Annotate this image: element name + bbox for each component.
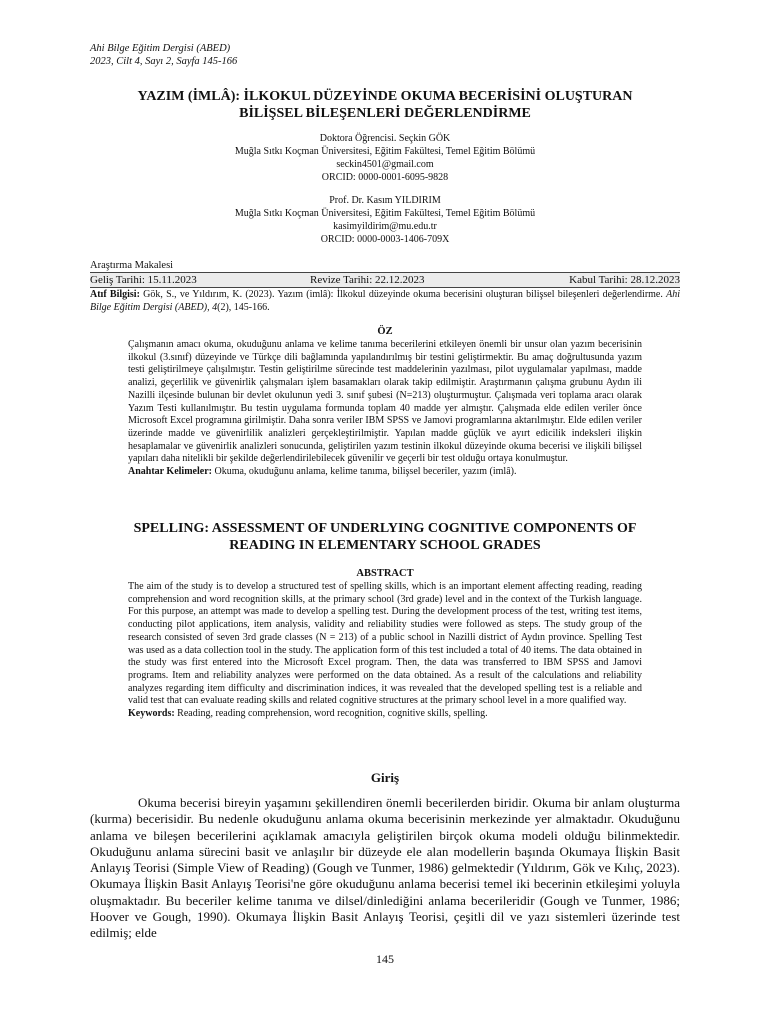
oz-text: Çalışmanın amacı okuma, okuduğunu anlama ve kelime tanıma becerilerini etkileyen önemli bir unsur olan yazım becerisinin ilkokul (3.sınıf) düzeyinde ve Türkçe dili bağlamında yapılandırılmış bir testini geliştirmektir. Bu amaç doğrultusunda yazım testi geliştirilmeye çalışılmıştır. Testin geliştirilme sürecinde test maddelerinin yazılması, pilot uygulamalar yapılması, madde analizi, geçerlilik ve güvenirlik çalışmaları işlem basamakları olarak takip edilmiştir. Araştırmanın çalışma grubunu Aydın ili Nazilli ilçesinde bulunan bir devlet okulunun yedi 3. sınıf şubesi (N=213) oluşturmuştur. Çalışmada veri toplama aracı olarak Yazım Testi kullanılmıştır. Bu testin uygulama formunda toplam 40 madde yer almıştır. Çalışmada elde edilen veriler önce Microsoft Excel programına girilmiştir. Daha sonra veriler IBM SPSS ve Jamovi programlarına aktarılmıştır. Elde edilen veriler üzerinde madde ve güvenirlilik analizleri gerçekleştirilmiştir. Yapılan madde güçlük ve ayırt edicilik indeksleri ilişkin hesaplamalar ve güvenirlik analizleri sonucunda, geliştirilen yazım testinin ilkokul düzeyinde okuma becerisi ve ilişkili bilişsel yapıları daha nitelikli bir şekilde değerlendirilebilecek güvenilir ve geçerli bir test olduğu ortaya konulmuştur. [128, 339, 642, 465]
oz-keywords [128, 466, 642, 479]
turkish-title-line-2: BİLİŞSEL BİLEŞENLERİ DEĞERLENDİRME [239, 106, 531, 121]
turkish-title-line-1: YAZIM (İMLÂ): İLKOKUL DÜZEYİNDE OKUMA BECERİSİNİ OLUŞTURAN [137, 89, 633, 104]
oz-heading: ÖZ [377, 326, 393, 337]
page-number: 145 [376, 952, 394, 966]
citation-pages: (2), 145-166. [217, 301, 270, 313]
journal-name: Ahi Bilge Eğitim Dergisi (ABED) [90, 43, 231, 54]
author-1-orcid: ORCID: 0000-0001-6095-9828 [321, 172, 449, 183]
abstract-text: The aim of the study is to develop a structured test of spelling skills, which is an important element affecting reading, reading comprehension and word recognition skills, at the primary school (3rd grade) level and in the context of the Turkish language. For this purpose, an attempt was made to develop a spelling test. During the development process of the test, writing test items, conducting pilot applications, item analysis, validity and reliability studies were followed as steps. The study group of the research consisted of seven 3rd grade classes (N = 213) of a public school in Nazilli district of Aydın province. Spelling Test was used as a data collection tool in the study. The application form of this test included a total of 40 items. The data obtained in the study was first entered into the Microsoft Excel program. Then, the data was transferred to IBM SPSS and Jamovi programs. Item and reliability analyzes were performed on the data obtained. As a result of the calculations and reliability analyzes regarding item difficulty and discrimination indices, it was revealed that the developed spelling test is a reliable and valid test that can evaluate reading skills and related cognitive structures at the primary school level in a more qualified way. [128, 581, 642, 707]
english-title [90, 520, 680, 554]
citation-journal: Ahi Bilge Eğitim Dergisi (ABED), 4 [90, 289, 680, 313]
oz-keywords-label: Anahtar Kelimeler: [128, 466, 212, 478]
intro-paragraph: Okuma becerisi bireyin yaşamını şekillendiren önemli becerilerden biridir. Okuma bir anlam oluşturma (kurma) becerisidir. Bu nedenle okuduğunu anlama okuma becerisinin merkezinde yer almaktadır. Okuduğunu anlama ve bileşen becerilerini açıklamak amacıyla geliştirilen birçok okuma modeli olduğu bilinmektedir. Okuduğunu anlama sürecini basit ve anlaşılır bir düzeyde ele alan modellerin başında Okumaya İlişkin Basit Anlayış Teorisi (Simple View of Reading) (Gough ve Tunmer, 1986) gelmektedir (Yıldırım, Gök ve Kılıç, 2023). Okumaya İlişkin Basit Anlayış Teorisi'ne göre okuduğunu anlama becerisi temel iki becerinin etkileşimi yoluyla oluşmaktadır. Bu beceriler kelime tanıma ve dilsel/dinlediğini anlama becerileridir (Gough ve Tunmer, 1986; Hoover ve Gough, 1990). Okumaya İlişkin Basit Anlayış Teorisi, çeşitli dil ve yazı sistemleri üzerinde test edilmiş; elde [90, 795, 680, 941]
english-abstract [128, 581, 642, 721]
citation-info [90, 289, 680, 314]
oz-keywords-text: Okuma, okuduğunu anlama, kelime tanıma, bilişsel beceriler, yazım (imlâ). [211, 466, 517, 478]
article-type: Araştırma Makalesi [90, 260, 174, 271]
section-heading-giris: Giriş [370, 770, 400, 785]
author-1-affiliation: Muğla Sıtkı Koçman Üniversitesi, Eğitim Fakültesi, Temel Eğitim Bölümü [234, 146, 536, 157]
turkish-title [90, 88, 680, 122]
english-title-line-1: SPELLING: ASSESSMENT OF UNDERLYING COGNITIVE COMPONENTS OF [133, 521, 637, 536]
author-1-email: seckin4501@gmail.com [336, 159, 434, 170]
author-1-name: Doktora Öğrencisi. Seçkin GÖK [319, 133, 451, 144]
abstract-keywords [128, 708, 642, 721]
abstract-keywords-label: Keywords: [128, 708, 175, 720]
abstract-keywords-text: Reading, reading comprehension, word recognition, cognitive skills, spelling. [174, 708, 488, 720]
citation-text: Gök, S., ve Yıldırım, K. (2023). Yazım (imlâ): İlkokul düzeyinde okuma becerisini oluşturan bilişsel bileşenleri değerlendirme. [139, 289, 667, 300]
author-block-1 [90, 132, 680, 184]
citation-label: Atıf Bilgisi: [90, 289, 140, 300]
author-2-orcid: ORCID: 0000-0003-1406-709X [320, 234, 450, 245]
journal-issue: 2023, Cilt 4, Sayı 2, Sayfa 145-166 [90, 56, 238, 67]
divider-bottom [90, 287, 680, 288]
accepted-date: Kabul Tarihi: 28.12.2023 [569, 274, 680, 286]
author-2-email: kasimyildirim@mu.edu.tr [333, 221, 437, 232]
author-block-2 [90, 194, 680, 246]
oz-abstract [128, 339, 642, 479]
received-date: Geliş Tarihi: 15.11.2023 [90, 274, 197, 286]
revised-date: Revize Tarihi: 22.12.2023 [310, 274, 425, 286]
author-2-affiliation: Muğla Sıtkı Koçman Üniversitesi, Eğitim Fakültesi, Temel Eğitim Bölümü [234, 208, 536, 219]
abstract-heading: ABSTRACT [356, 568, 414, 579]
journal-header [90, 42, 237, 68]
english-title-line-2: READING IN ELEMENTARY SCHOOL GRADES [229, 538, 541, 553]
author-2-name: Prof. Dr. Kasım YILDIRIM [329, 195, 441, 206]
